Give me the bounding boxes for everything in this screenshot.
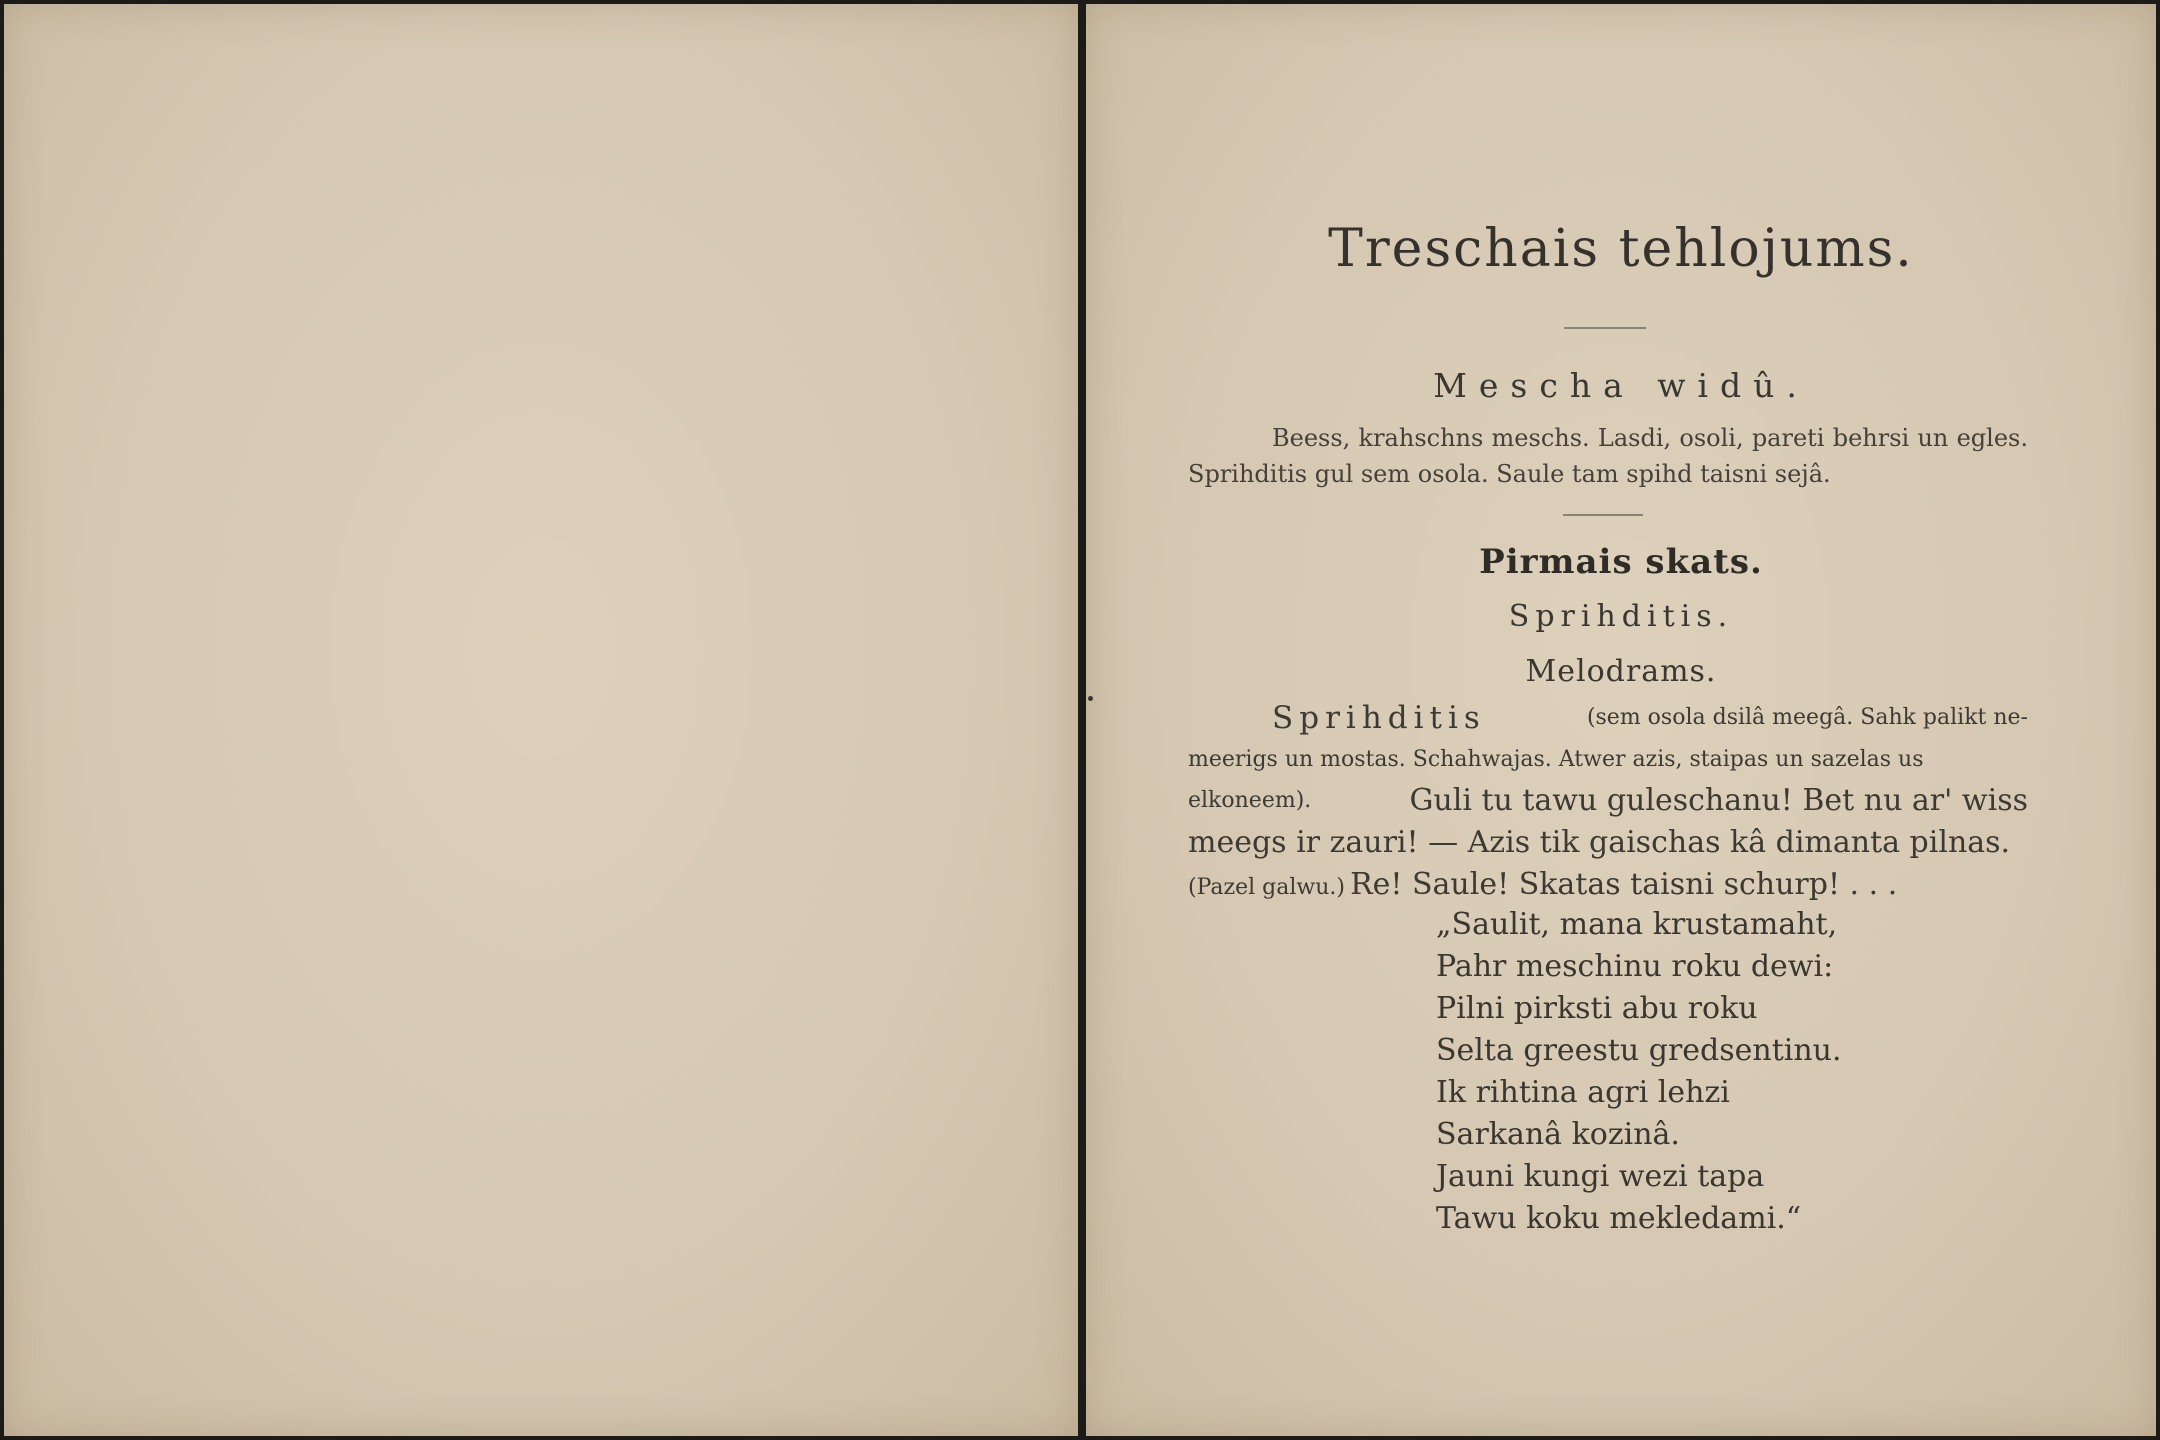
verse-line: Ik rihtina agri lehzi [1436,1075,1730,1110]
speech-line [1188,696,2028,740]
scene-heading: Pirmais skats. [1479,542,1763,582]
speech-block [1188,696,2028,906]
verse-line: Pilni pirksti abu roku [1436,991,1758,1026]
stage-direction-inline: (sem osola dsilâ meegâ. Sahk palikt ne- [1586,705,2028,730]
divider-rule [1564,327,1646,329]
speech-line [1188,740,2028,780]
speaker-name: Sprihditis [1272,700,1486,736]
verse-line: Sarkanâ kozinâ. [1436,1117,1680,1152]
stage-direction: Beess, krahschns meschs. Lasdi, osoli, pareti behrsi un egles. Sprihditis gul sem osola. Saule tam spihd taisni sejâ. [1188,424,2028,488]
character-name: Sprihditis. [1508,599,1734,634]
verse-line: Pahr meschinu roku dewi: [1436,949,1834,984]
speech-line [1188,780,2028,822]
melodrama-label: Melodrams. [1525,654,1717,689]
verse-line: Jauni kungi wezi tapa [1436,1159,1765,1194]
book-spine [1078,0,1086,1440]
verse-block [1436,904,1842,1240]
act-title: Treschais tehlojums. [1328,219,1914,279]
divider-rule [1563,514,1643,516]
margin-mark [1088,696,1093,701]
speech-text: Guli tu tawu guleschanu! Bet nu ar' wiss [1409,783,2028,818]
speech-text: Re! Saule! Skatas taisni schurp! . . . [1350,867,1898,902]
stage-direction-inline: meerigs un mostas. Schahwajas. Atwer azis, staipas un sazelas us [1188,747,1924,772]
verse-line: Tawu koku mekledami.“ [1436,1201,1802,1236]
verse-line: Selta greestu gredsentinu. [1436,1033,1842,1068]
stage-direction-inline: elkoneem). [1188,788,1312,813]
scene-title: Mescha widû. [1433,366,1809,405]
right-page [1086,4,2156,1436]
left-page [4,4,1078,1436]
verse-line: „Saulit, mana krustamaht, [1436,907,1838,942]
speech-line [1188,864,2028,906]
speech-text: meegs ir zauri! — Azis tik gaischas kâ dimanta pilnas. [1188,825,2011,860]
speech-line [1188,822,2028,864]
stage-direction-inline: (Pazel galwu.) [1188,875,1345,900]
